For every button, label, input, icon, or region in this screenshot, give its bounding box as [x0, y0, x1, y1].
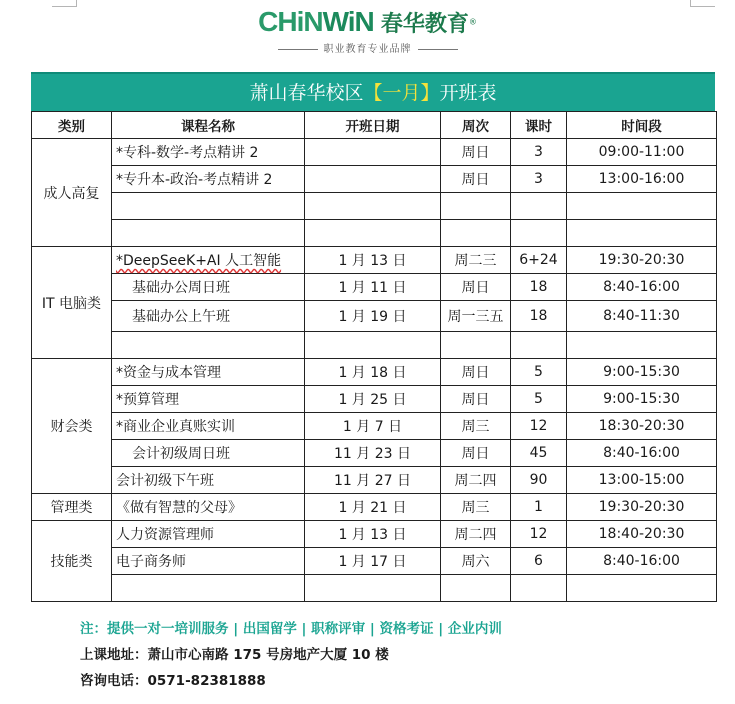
week-days: 周日: [441, 166, 511, 193]
week-days: 周日: [441, 274, 511, 301]
contact-phone: 咨询电话：0571-82381888: [80, 673, 266, 689]
category-finance: 财会类: [32, 359, 112, 494]
course-name: *商业企业真账实训: [112, 413, 305, 440]
start-date: [305, 220, 441, 247]
course-name: 《做有智慧的父母》: [112, 494, 305, 521]
course-name: 会计初级下午班: [112, 467, 305, 494]
week-days: 周二四: [441, 467, 511, 494]
table-row: [32, 521, 717, 548]
class-hours: 3: [511, 139, 567, 166]
start-date: 1 月 18 日: [305, 359, 441, 386]
class-hours: 1: [511, 494, 567, 521]
time-slot: 09:00-11:00: [567, 139, 717, 166]
class-hours: [511, 575, 567, 602]
time-slot: 19:30-20:30: [567, 247, 717, 274]
time-slot: 8:40-16:00: [567, 548, 717, 575]
table-row: [32, 332, 717, 359]
table-row: [32, 301, 717, 332]
time-slot: [567, 332, 717, 359]
table-row: [32, 139, 717, 166]
logo-tagline: 职业教育专业品牌: [0, 40, 735, 55]
table-row: [32, 247, 717, 274]
services-note: 注：提供一对一培训服务 | 出国留学 | 职称评审 | 资格考证 | 企业内训: [80, 621, 502, 637]
class-hours: 18: [511, 274, 567, 301]
class-hours: 12: [511, 413, 567, 440]
time-slot: 13:00-16:00: [567, 166, 717, 193]
table-row: [32, 575, 717, 602]
start-date: 11 月 27 日: [305, 467, 441, 494]
table-row: [32, 193, 717, 220]
course-name: *预算管理: [112, 386, 305, 413]
table-row: [32, 413, 717, 440]
table-row: [32, 548, 717, 575]
header-hours: 课时: [511, 112, 567, 139]
course-name: [112, 332, 305, 359]
time-slot: 13:00-15:00: [567, 467, 717, 494]
class-hours: 45: [511, 440, 567, 467]
schedule-title: 萧山春华校区【一月】开班表: [31, 72, 715, 112]
time-slot: [567, 220, 717, 247]
course-name: 会计初级周日班: [112, 440, 305, 467]
table-row: [32, 359, 717, 386]
time-slot: [567, 193, 717, 220]
start-date: 1 月 13 日: [305, 521, 441, 548]
class-hours: [511, 220, 567, 247]
start-date: 1 月 17 日: [305, 548, 441, 575]
logo-wordmark: CHiNWiN: [258, 6, 374, 37]
time-slot: 18:40-20:30: [567, 521, 717, 548]
week-days: [441, 193, 511, 220]
week-days: 周六: [441, 548, 511, 575]
week-days: [441, 575, 511, 602]
start-date: [305, 166, 441, 193]
week-days: 周日: [441, 440, 511, 467]
start-date: [305, 575, 441, 602]
week-days: 周三: [441, 494, 511, 521]
course-name: [112, 220, 305, 247]
table-row: [32, 220, 717, 247]
time-slot: 18:30-20:30: [567, 413, 717, 440]
start-date: 1 月 13 日: [305, 247, 441, 274]
category-management: 管理类: [32, 494, 112, 521]
class-hours: 90: [511, 467, 567, 494]
course-name: [112, 193, 305, 220]
start-date: [305, 139, 441, 166]
table-header-row: [32, 112, 717, 139]
time-slot: 9:00-15:30: [567, 359, 717, 386]
table-row: [32, 386, 717, 413]
course-name: *专升本-政治-考点精讲 2: [112, 166, 305, 193]
course-name: *DeepSeeK+AI 人工智能: [112, 247, 305, 274]
header-week: 周次: [441, 112, 511, 139]
class-hours: [511, 332, 567, 359]
header-course: 课程名称: [112, 112, 305, 139]
week-days: [441, 220, 511, 247]
class-hours: 5: [511, 386, 567, 413]
class-address: 上课地址：萧山市心南路 175 号房地产大厦 10 楼: [80, 647, 389, 663]
table-row: [32, 440, 717, 467]
category-adult: 成人高复: [32, 139, 112, 247]
class-hours: 3: [511, 166, 567, 193]
start-date: [305, 193, 441, 220]
course-name: *资金与成本管理: [112, 359, 305, 386]
week-days: 周日: [441, 359, 511, 386]
schedule-table: [31, 111, 717, 602]
header-category: 类别: [32, 112, 112, 139]
week-days: 周二三: [441, 247, 511, 274]
week-days: 周日: [441, 139, 511, 166]
course-name: 人力资源管理师: [112, 521, 305, 548]
week-days: 周二四: [441, 521, 511, 548]
table-row: [32, 467, 717, 494]
time-slot: 19:30-20:30: [567, 494, 717, 521]
brand-logo: [0, 2, 735, 62]
category-skills: 技能类: [32, 521, 112, 602]
start-date: 1 月 21 日: [305, 494, 441, 521]
start-date: 1 月 25 日: [305, 386, 441, 413]
course-name: 电子商务师: [112, 548, 305, 575]
start-date: 1 月 11 日: [305, 274, 441, 301]
week-days: 周日: [441, 386, 511, 413]
table-row: [32, 494, 717, 521]
time-slot: 8:40-11:30: [567, 301, 717, 332]
time-slot: [567, 575, 717, 602]
start-date: 11 月 23 日: [305, 440, 441, 467]
time-slot: 8:40-16:00: [567, 274, 717, 301]
header-time: 时间段: [567, 112, 717, 139]
class-hours: 5: [511, 359, 567, 386]
class-hours: [511, 193, 567, 220]
time-slot: 8:40-16:00: [567, 440, 717, 467]
week-days: [441, 332, 511, 359]
course-name: [112, 575, 305, 602]
start-date: [305, 332, 441, 359]
table-row: [32, 274, 717, 301]
week-days: 周三: [441, 413, 511, 440]
table-row: [32, 166, 717, 193]
start-date: 1 月 7 日: [305, 413, 441, 440]
time-slot: 9:00-15:30: [567, 386, 717, 413]
week-days: 周一三五: [441, 301, 511, 332]
logo-chinese-name: 春华教育: [380, 12, 469, 37]
header-start-date: 开班日期: [305, 112, 441, 139]
class-hours: 6: [511, 548, 567, 575]
course-name: 基础办公周日班: [112, 274, 305, 301]
class-hours: 18: [511, 301, 567, 332]
course-name: 基础办公上午班: [112, 301, 305, 332]
class-hours: 12: [511, 521, 567, 548]
course-name: *专科-数学-考点精讲 2: [112, 139, 305, 166]
category-it: IT 电脑类: [32, 247, 112, 359]
start-date: 1 月 19 日: [305, 301, 441, 332]
registered-mark: ®: [468, 17, 477, 27]
class-hours: 6+24: [511, 247, 567, 274]
